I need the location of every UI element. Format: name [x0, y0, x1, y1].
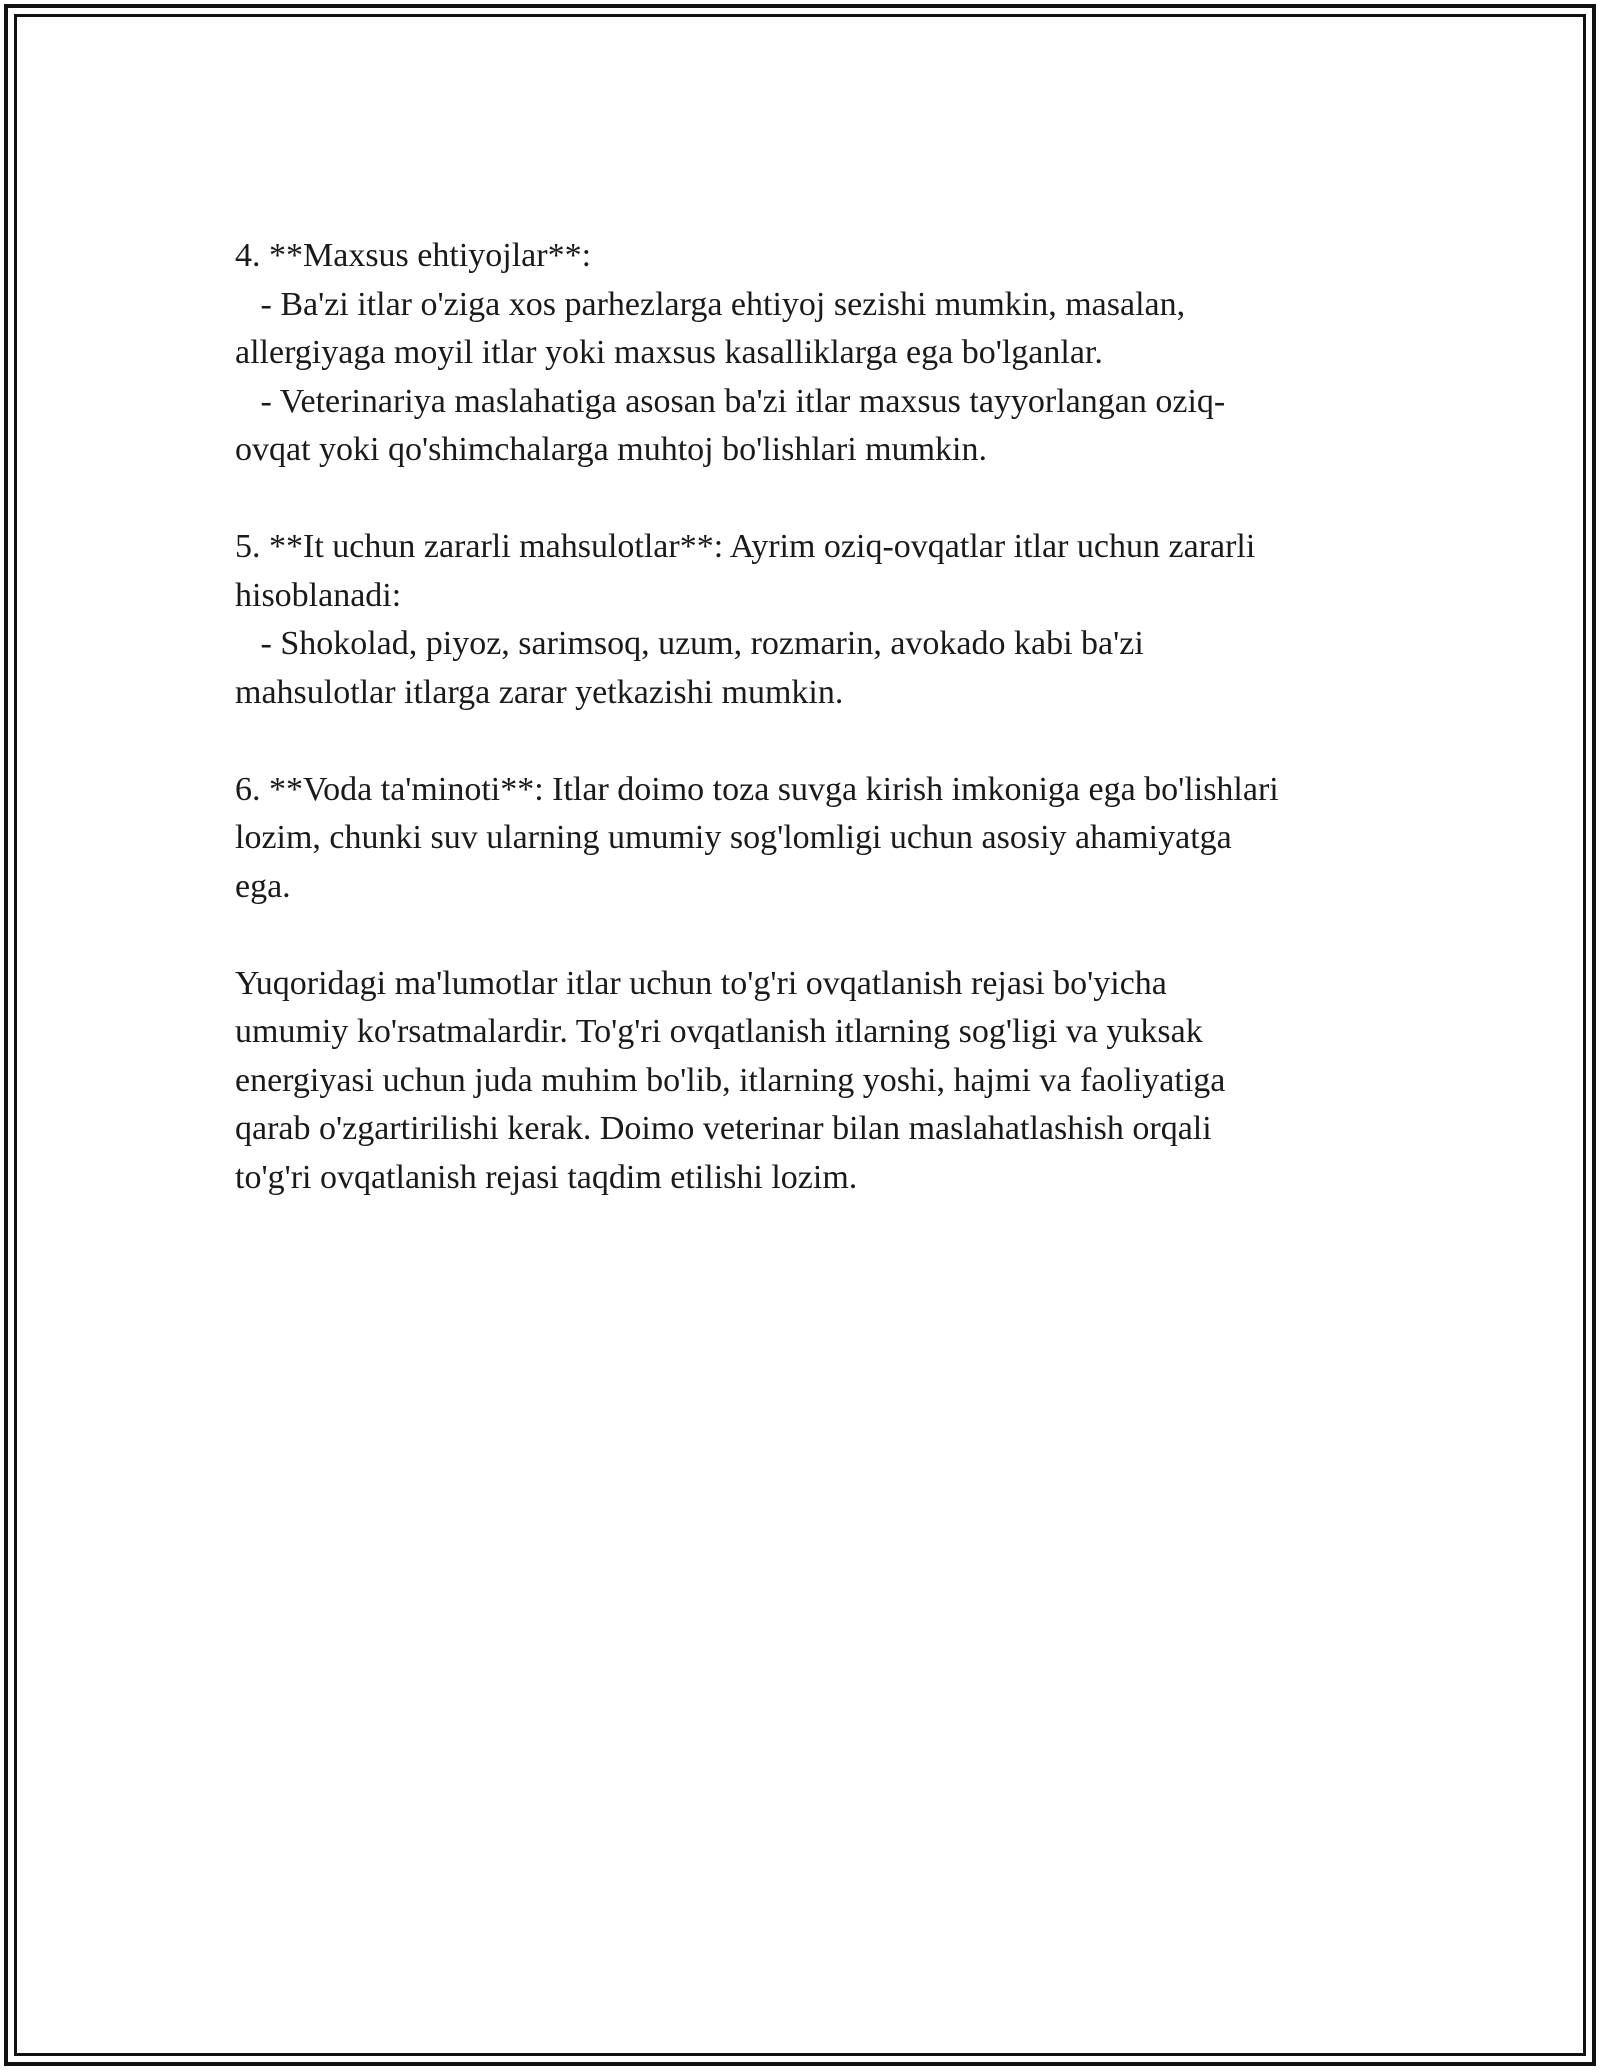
- text-line: umumiy ko'rsatmalardir. To'g'ri ovqatlanish itlarning sog'ligi va yuksak: [235, 1013, 1203, 1050]
- paragraph-water-supply: [235, 766, 1395, 912]
- text-line: 5. **It uchun zararli mahsulotlar**: Ayrim oziq-ovqatlar itlar uchun zararli: [235, 528, 1256, 565]
- text-line: - Shokolad, piyoz, sarimsoq, uzum, rozmarin, avokado kabi ba'zi: [235, 625, 1144, 662]
- text-line: - Ba'zi itlar o'ziga xos parhezlarga ehtiyoj sezishi mumkin, masalan,: [235, 285, 1186, 323]
- text-line: - Veterinariya maslahatiga asosan ba'zi itlar maxsus tayyorlangan oziq-: [235, 382, 1226, 420]
- text-line: mahsulotlar itlarga zarar yetkazishi mumkin.: [235, 673, 844, 711]
- paragraph-special-needs: [235, 232, 1395, 475]
- text-line: 6. **Voda ta'minoti**: Itlar doimo toza suvga kirish imkoniga ega bo'lishlari: [235, 770, 1279, 808]
- text-line: energiyasi uchun juda muhim bo'lib, itlarning yoshi, hajmi va faoliyatiga: [235, 1061, 1226, 1099]
- text-line: ovqat yoki qo'shimchalarga muhtoj bo'lishlari mumkin.: [235, 431, 987, 468]
- paragraph-conclusion: [235, 960, 1395, 1203]
- text-line: 4. **Maxsus ehtiyojlar**:: [235, 237, 592, 274]
- text-line: lozim, chunki suv ularning umumiy sog'lomligi uchun asosiy ahamiyatga: [235, 819, 1232, 856]
- text-line: ega.: [235, 867, 291, 905]
- text-line: qarab o'zgartirilishi kerak. Doimo veterinar bilan maslahatlashish orqali: [235, 1110, 1212, 1147]
- text-line: to'g'ri ovqatlanish rejasi taqdim etilishi lozim.: [235, 1158, 858, 1196]
- document-body: [235, 232, 1395, 1251]
- text-line: Yuqoridagi ma'lumotlar itlar uchun to'g'ri ovqatlanish rejasi bo'yicha: [235, 964, 1167, 1002]
- paragraph-harmful-products: [235, 523, 1395, 717]
- text-line: hisoblanadi:: [235, 576, 402, 614]
- text-line: allergiyaga moyil itlar yoki maxsus kasalliklarga ega bo'lganlar.: [235, 334, 1103, 371]
